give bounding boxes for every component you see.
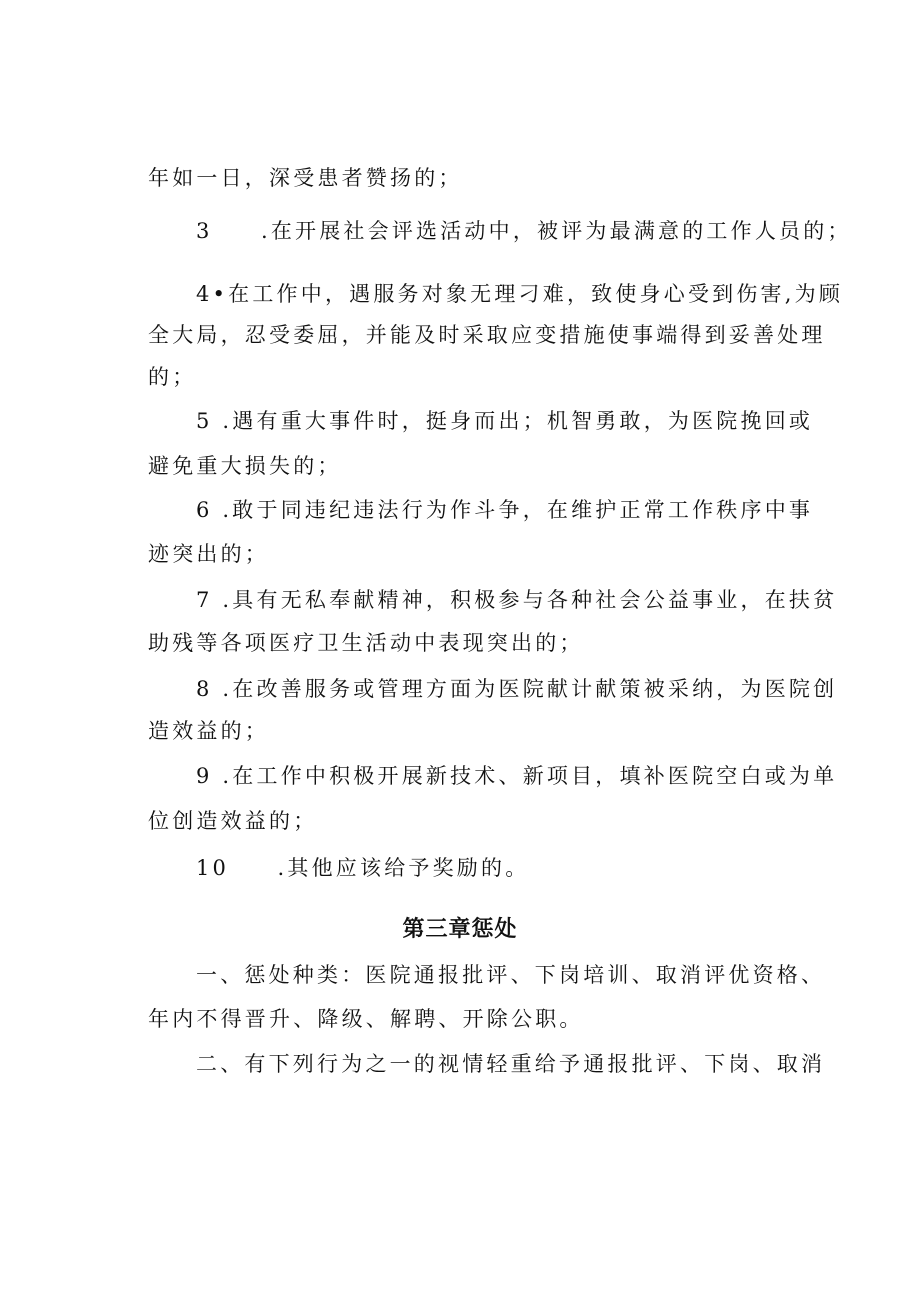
paragraph-line: 二、有下列行为之一的视情轻重给予通报批评、下岗、取消 xyxy=(196,1052,826,1076)
list-item-7: 7 .具有无私奉献精神，积极参与各种社会公益事业，在扶贫 xyxy=(196,588,838,612)
list-item-4: 4•在工作中，遇服务对象无理刁难，致使身心受到伤害,为顾 xyxy=(196,282,844,306)
list-item-9: 9 .在工作中积极开展新技术、新项目，填补医院空白或为单 xyxy=(196,764,838,788)
list-item-5: 5 .遇有重大事件时，挺身而出；机智勇敢，为医院挽回或 xyxy=(196,409,814,433)
paragraph-line: 一、惩处种类：医院通报批评、下岗培训、取消评优资格、 xyxy=(196,963,826,987)
text-line: 全大局，忍受委屈，并能及时采取应变措施使事端得到妥善处理 xyxy=(148,323,826,347)
text-line: 造效益的； xyxy=(148,719,269,743)
list-item-10: 10 .其他应该给予奖励的。 xyxy=(196,856,530,880)
paragraph-line: 年内不得晋升、降级、解聘、开除公职。 xyxy=(148,1007,584,1031)
text-line: 年如一日，深受患者赞扬的； xyxy=(148,166,463,190)
text-line: 避免重大损失的； xyxy=(148,454,342,478)
list-item-6: 6 .敢于同违纪违法行为作斗争，在维护正常工作秩序中事 xyxy=(196,498,814,522)
text-line: 助残等各项医疗卫生活动中表现突出的； xyxy=(148,631,584,655)
chapter-heading: 第三章惩处 xyxy=(402,917,518,942)
text-line: 迹突出的； xyxy=(148,542,269,566)
list-item-8: 8 .在改善服务或管理方面为医院献计献策被采纳，为医院创 xyxy=(196,677,838,701)
list-item-3: 3 .在开展社会评选活动中，被评为最满意的工作人员的； xyxy=(196,219,852,243)
text-line: 位创造效益的； xyxy=(148,809,318,833)
text-line: 的； xyxy=(148,365,197,389)
